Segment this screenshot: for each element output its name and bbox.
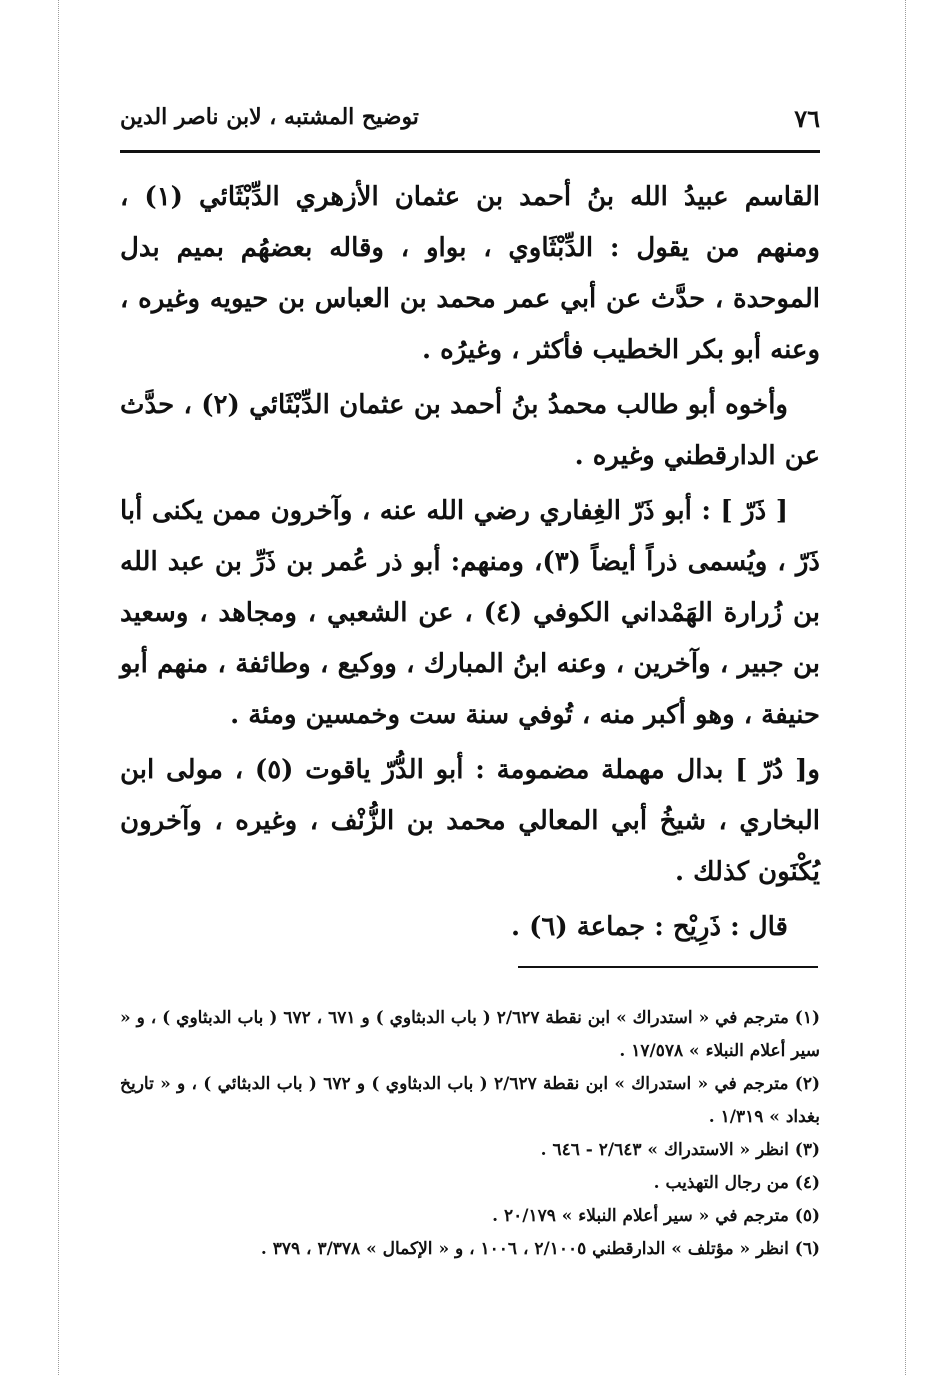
scan-margin-line-left: [58, 0, 59, 1375]
footnote-1: (١) مترجم في « استدراك » ابن نقطة ٢/٦٢٧ ( باب الدبثاوي ) و ٦٧١ ، ٦٧٢ ( باب الدبثاوي ) ، و « سير أعلام النبلاء » ١٧/٥٧٨ .: [120, 1008, 820, 1061]
running-title: توضيح المشتبه ، لابن ناصر الدين: [120, 104, 419, 130]
footnote-2: (٢) مترجم في « استدراك » ابن نقطة ٢/٦٢٧ ( باب الدبثاوي ) و ٦٧٢ ( باب الدبثائي ) ، و « تاريخ بغداد » ١/٣١٩ .: [120, 1074, 820, 1127]
paragraph-2: وأخوه أبو طالب محمدُ بنُ أحمد بن عثمان الدِّبْثَائي (٢) ، حدَّث عن الدارقطني وغيره .: [120, 390, 820, 471]
paragraph-5: قال : ذَرِيْح : جماعة (٦) .: [510, 912, 788, 942]
footnote-5: (٥) مترجم في « سير أعلام النبلاء » ٢٠/١٧٩ .: [492, 1206, 820, 1226]
footnote-3: (٣) انظر « الاستدراك » ٢/٦٤٣ - ٦٤٦ .: [540, 1140, 820, 1160]
main-text: [120, 172, 820, 953]
footnote-rule: [518, 966, 818, 968]
footnote-6: (٦) انظر « مؤتلف » الدارقطني ٢/١٠٠٥ ، ١٠٠٦ ، و « الإكمال » ٣/٣٧٨ ، ٣٧٩ .: [260, 1239, 820, 1259]
header-rule: [120, 150, 820, 153]
scan-margin-line-right: [905, 0, 906, 1375]
paragraph-4: و[ دُرّ ] بدال مهملة مضمومة : أبو الدُّرّ ياقوت (٥) ، مولى ابن البخاري ، شيخُ أبي المعالي محمد بن الزُّنْف ، وغيره ، وآخرون يُكْنَون كذلك .: [120, 755, 820, 887]
paragraph-1: القاسم عبيدُ الله بنُ أحمد بن عثمان الأزهري الدِّبْثَائي (١) ، ومنهم من يقول : الدِّبْثَاوي ، بواو ، وقاله بعضهُم بميم بدل الموحدة ، حدَّث عن أبي عمر محمد بن العباس بن حيويه وغيره ، وعنه أبو بكر الخطيب فأكثر ، وغيرُه .: [120, 182, 820, 365]
footnotes: [120, 1002, 820, 1266]
footnote-4: (٤) من رجال التهذيب .: [653, 1173, 820, 1193]
paragraph-3: [ ذَرّ ] : أبو ذَرّ الغِفاري رضي الله عنه ، وآخرون ممن يكنى أبا ذَرّ ، ويُسمى ذراً أيضاً (٣)، ومنهم: أبو ذر عُمر بن ذَرِّ بن عبد الله بن زُرارة الهَمْداني الكوفي (٤) ، عن الشعبي ، ومجاهد ، وسعيد بن جبير ، وآخرين ، وعنه ابنُ المبارك ، ووكيع ، وطائفة ، منهم أبو حنيفة ، وهو أكبر منه ، تُوفي سنة ست وخمسين ومئة .: [120, 496, 821, 730]
page-header: [120, 100, 820, 140]
page-number: ٧٦: [794, 104, 820, 133]
